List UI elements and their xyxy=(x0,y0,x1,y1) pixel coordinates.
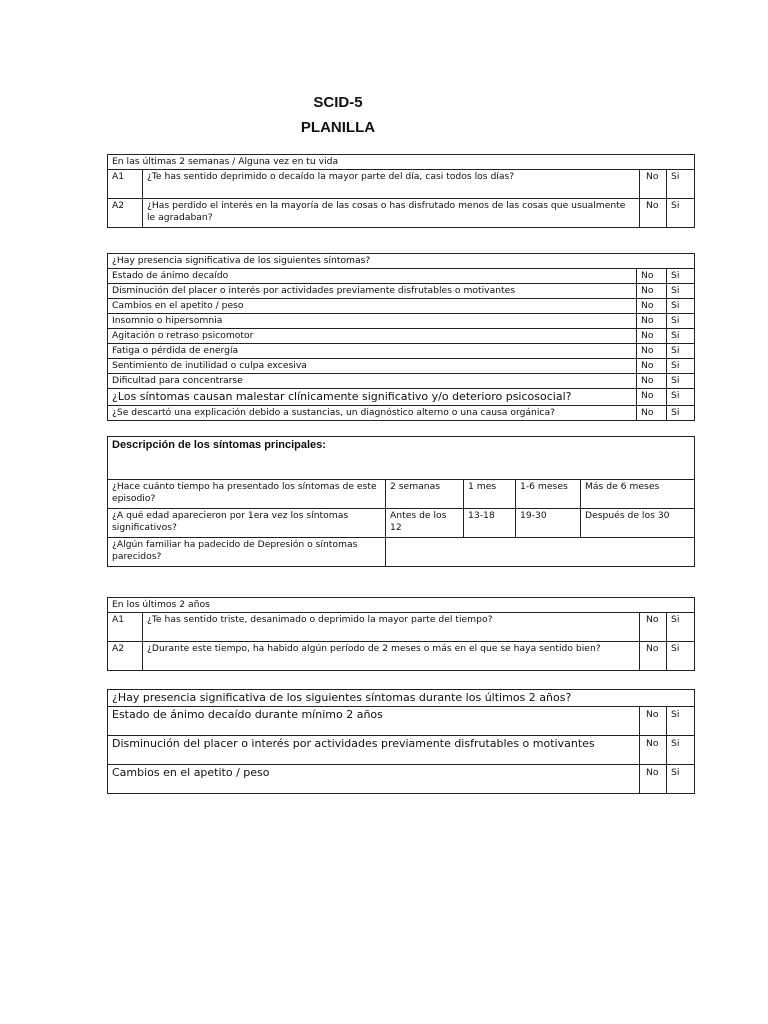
symptom-label: Cambios en el apetito / peso xyxy=(108,765,640,794)
symptom-label: Fatiga o pérdida de energía xyxy=(108,344,637,359)
table-row xyxy=(108,765,695,794)
option-no[interactable]: No xyxy=(637,314,667,329)
duration-option[interactable]: 2 semanas xyxy=(386,480,464,509)
table-row xyxy=(108,314,695,329)
symptom-label: Disminución del placer o interés por actividades previamente disfrutables o motivantes xyxy=(108,284,637,299)
option-si[interactable]: Si xyxy=(667,765,695,794)
symptom-label: Insomnio o hipersomnia xyxy=(108,314,637,329)
question-text: ¿Hace cuánto tiempo ha presentado los síntomas de este episodio? xyxy=(108,480,386,509)
question-text: ¿Algún familiar ha padecido de Depresión o síntomas parecidos? xyxy=(108,538,386,567)
section-heading: ¿Hay presencia significativa de los siguientes síntomas? xyxy=(108,254,695,269)
age-option[interactable]: Después de los 30 xyxy=(581,509,695,538)
symptom-label: ¿Los síntomas causan malestar clínicamente significativo y/o deterioro psicosocial? xyxy=(108,389,637,406)
duration-option[interactable]: Más de 6 meses xyxy=(581,480,695,509)
option-no[interactable]: No xyxy=(640,707,667,736)
symptom-label: Disminución del placer o interés por actividades previamente disfrutables o motivantes xyxy=(108,736,640,765)
age-option[interactable]: 19-30 xyxy=(516,509,581,538)
option-si[interactable]: Si xyxy=(667,284,695,299)
option-no[interactable]: No xyxy=(637,329,667,344)
section-heading: ¿Hay presencia significativa de los siguientes síntomas durante los últimos 2 años? xyxy=(108,690,695,707)
question-code: A2 xyxy=(108,199,143,228)
symptom-label: ¿Se descartó una explicación debido a sustancias, un diagnóstico alterno o una causa orgánica? xyxy=(108,406,637,421)
option-si[interactable]: Si xyxy=(667,329,695,344)
option-si[interactable]: Si xyxy=(667,406,695,421)
symptom-label: Estado de ánimo decaído xyxy=(108,269,637,284)
option-si[interactable]: Si xyxy=(667,389,695,406)
option-no[interactable]: No xyxy=(637,284,667,299)
option-no[interactable]: No xyxy=(637,389,667,406)
option-no[interactable]: No xyxy=(640,765,667,794)
option-no[interactable]: No xyxy=(637,269,667,284)
option-si[interactable]: Si xyxy=(667,613,695,642)
option-si[interactable]: Si xyxy=(667,642,695,671)
question-text: ¿Durante este tiempo, ha habido algún período de 2 meses o más en el que se haya sentido bien? xyxy=(143,642,640,671)
symptom-label: Estado de ánimo decaído durante mínimo 2 años xyxy=(108,707,640,736)
section-heading: En las últimas 2 semanas / Alguna vez en tu vida xyxy=(108,155,695,170)
table-row xyxy=(108,299,695,314)
option-no[interactable]: No xyxy=(640,736,667,765)
option-si[interactable]: Si xyxy=(667,359,695,374)
question-text: ¿Te has sentido deprimido o decaído la mayor parte del día, casi todos los días? xyxy=(143,170,640,199)
symptom-label: Sentimiento de inutilidad o culpa excesiva xyxy=(108,359,637,374)
symptom-label: Agitación o retraso psicomotor xyxy=(108,329,637,344)
option-no[interactable]: No xyxy=(640,199,667,228)
document-subtitle: PLANILLA xyxy=(300,119,376,136)
option-no[interactable]: No xyxy=(640,613,667,642)
table-two-year-symptoms xyxy=(107,689,695,794)
table-symptoms xyxy=(107,253,695,421)
option-si[interactable]: Si xyxy=(667,269,695,284)
table-row xyxy=(108,406,695,421)
option-no[interactable]: No xyxy=(637,344,667,359)
question-text: ¿Te has sentido triste, desanimado o deprimido la mayor parte del tiempo? xyxy=(143,613,640,642)
option-no[interactable]: No xyxy=(640,170,667,199)
section-heading: Descripción de los síntomas principales: xyxy=(108,437,695,480)
table-symptom-description xyxy=(107,436,695,567)
option-si[interactable]: Si xyxy=(667,314,695,329)
table-row xyxy=(108,269,695,284)
option-si[interactable]: Si xyxy=(667,344,695,359)
question-code: A1 xyxy=(108,170,143,199)
option-si[interactable]: Si xyxy=(667,374,695,389)
symptom-label: Cambios en el apetito / peso xyxy=(108,299,637,314)
table-last-two-weeks xyxy=(107,154,695,228)
question-text: ¿A qué edad aparecieron por 1era vez los síntomas significativos? xyxy=(108,509,386,538)
age-option[interactable]: 13-18 xyxy=(464,509,516,538)
option-no[interactable]: No xyxy=(637,299,667,314)
table-row xyxy=(108,736,695,765)
section-heading: En los últimos 2 años xyxy=(108,598,695,613)
option-si[interactable]: Si xyxy=(667,199,695,228)
question-code: A2 xyxy=(108,642,143,671)
answer-field[interactable] xyxy=(386,538,695,567)
option-no[interactable]: No xyxy=(637,374,667,389)
duration-option[interactable]: 1 mes xyxy=(464,480,516,509)
option-no[interactable]: No xyxy=(637,406,667,421)
duration-option[interactable]: 1-6 meses xyxy=(516,480,581,509)
option-si[interactable]: Si xyxy=(667,299,695,314)
table-row xyxy=(108,389,695,406)
table-row xyxy=(108,707,695,736)
option-no[interactable]: No xyxy=(637,359,667,374)
option-si[interactable]: Si xyxy=(667,170,695,199)
question-code: A1 xyxy=(108,613,143,642)
option-no[interactable]: No xyxy=(640,642,667,671)
table-row xyxy=(108,284,695,299)
table-row xyxy=(108,374,695,389)
option-si[interactable]: Si xyxy=(667,736,695,765)
age-option[interactable]: Antes de los 12 xyxy=(386,509,464,538)
table-row xyxy=(108,329,695,344)
table-row xyxy=(108,359,695,374)
document-title: SCID-5 xyxy=(313,94,363,111)
symptom-label: Dificultad para concentrarse xyxy=(108,374,637,389)
table-row xyxy=(108,344,695,359)
option-si[interactable]: Si xyxy=(667,707,695,736)
question-text: ¿Has perdido el interés en la mayoría de las cosas o has disfrutado menos de las cosas que usualmente le agradaban? xyxy=(143,199,640,228)
table-last-two-years xyxy=(107,597,695,671)
